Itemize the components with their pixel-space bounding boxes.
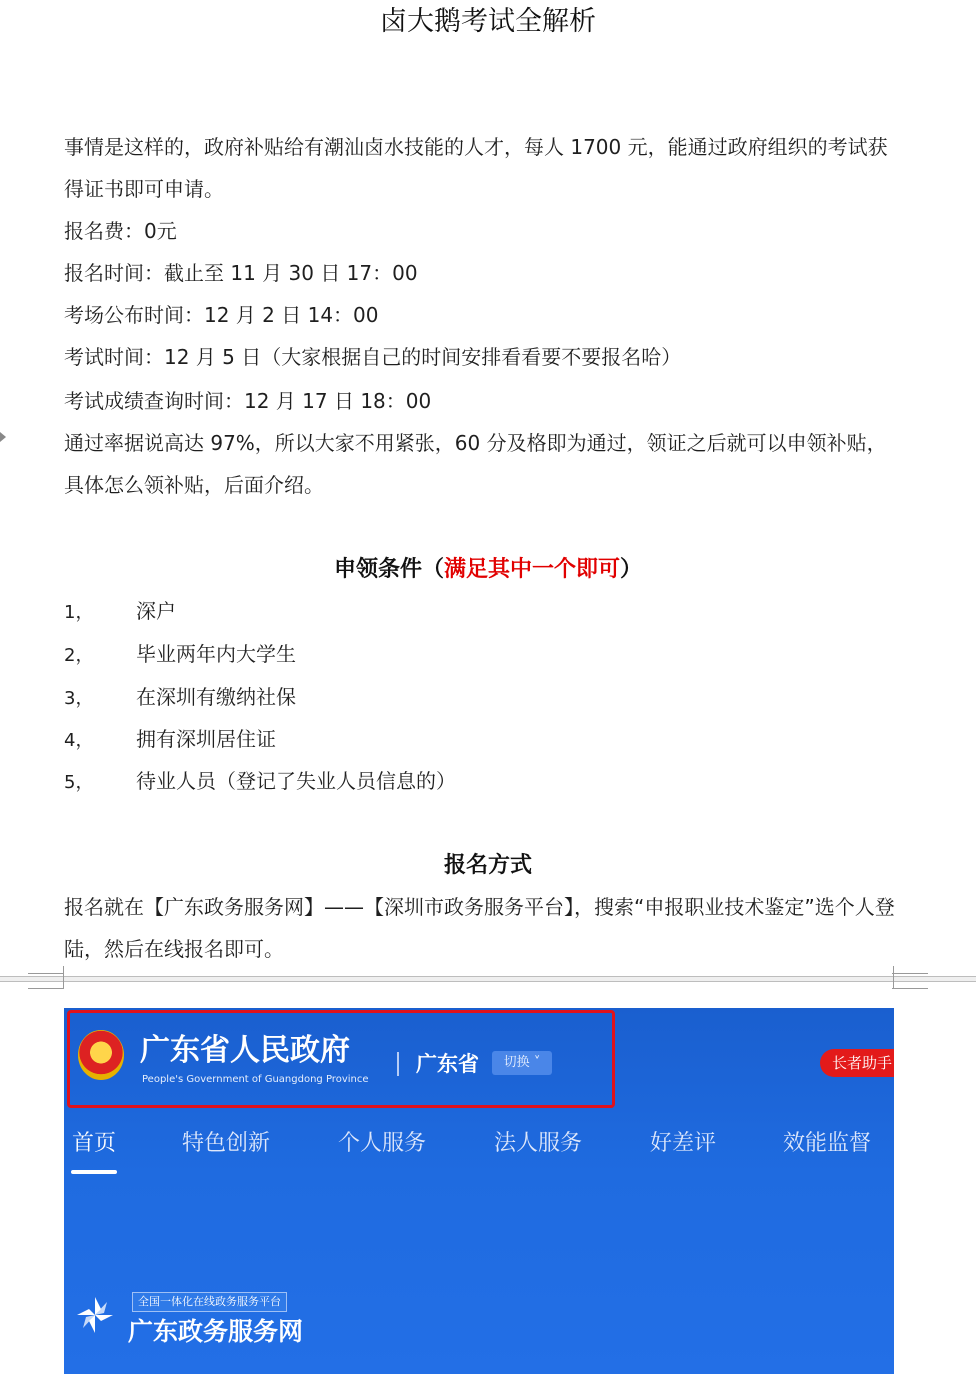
- condition-item: [64, 590, 176, 634]
- conditions-heading: [0, 550, 976, 590]
- region-switch-button[interactable]: [492, 1051, 552, 1075]
- chevron-down-icon: ˅: [529, 1055, 541, 1070]
- margin-marker-icon: [0, 432, 6, 442]
- apply-paragraph: 报名就在【广东政务服务网】——【深圳市政务服务平台】，搜索“申报职业技术鉴定”选个人登陆，然后在线报名即可。: [64, 895, 895, 961]
- condition-text: 深户: [136, 599, 176, 623]
- score-query-line: 考试成绩查询时间：12 月 17 日 18：00: [64, 389, 432, 413]
- platform-logo-icon: [74, 1294, 116, 1336]
- platform-name[interactable]: 广东政务服务网: [128, 1317, 304, 1346]
- condition-text: 在深圳有缴纳社保: [136, 685, 296, 709]
- crop-mark-left: [28, 973, 64, 989]
- nav-active-indicator: [71, 1170, 117, 1174]
- condition-text: 拥有深圳居住证: [136, 727, 276, 751]
- nav-item-evaluation[interactable]: 好差评: [650, 1131, 717, 1156]
- condition-number: 4，: [64, 730, 94, 751]
- conditions-heading-highlight: 满足其中一个即可: [443, 557, 620, 582]
- venue-announcement-line: 考场公布时间：12 月 2 日 14：00: [64, 303, 379, 327]
- nav-item-personal[interactable]: 个人服务: [338, 1131, 427, 1156]
- platform-tag: 全国一体化在线政务服务平台: [132, 1292, 287, 1312]
- condition-item: [64, 676, 296, 720]
- national-emblem-icon: [78, 1030, 124, 1080]
- nav-item-home[interactable]: 首页: [72, 1131, 117, 1156]
- elder-assistant-button[interactable]: 长者助手: [820, 1049, 894, 1077]
- crop-mark-right-vertical: [893, 966, 894, 988]
- fee-line: 报名费：0元: [64, 219, 177, 243]
- condition-item: [64, 760, 456, 804]
- condition-item: [64, 718, 276, 762]
- pass-note-paragraph: 通过率据说高达 97%，所以大家不用紧张，60 分及格即为通过，领证之后就可以申领补贴，具体怎么领补贴，后面介绍。: [64, 431, 887, 497]
- document-title: 卤大鹅考试全解析: [380, 6, 596, 37]
- embedded-screenshot: [64, 1008, 894, 1374]
- condition-number: 1，: [64, 602, 94, 623]
- condition-text: 待业人员（登记了失业人员信息的）: [136, 769, 456, 793]
- intro-paragraph: 事情是这样的，政府补贴给有潮汕卤水技能的人才，每人 1700 元，能通过政府组织的考试获得证书即可申请。: [64, 135, 888, 201]
- crop-mark-left-vertical: [63, 966, 64, 988]
- condition-number: 5，: [64, 772, 94, 793]
- conditions-heading-end: ）: [620, 557, 643, 582]
- region-label: 广东省: [416, 1052, 479, 1076]
- conditions-heading-start: 申领条件（: [333, 557, 444, 582]
- gov-name: 广东省人民政府: [140, 1033, 350, 1068]
- nav-item-supervision[interactable]: 效能监督: [783, 1131, 872, 1156]
- condition-item: [64, 633, 296, 677]
- header-divider: [397, 1052, 399, 1076]
- gov-english-name: People's Government of Guangdong Province: [142, 1074, 369, 1085]
- main-nav: [64, 1126, 894, 1166]
- nav-item-innovation[interactable]: 特色创新: [182, 1131, 271, 1156]
- page-break: [0, 976, 976, 982]
- apply-heading: 报名方式: [443, 853, 532, 878]
- nav-item-corporate[interactable]: 法人服务: [494, 1131, 583, 1156]
- switch-label: 切换: [503, 1055, 530, 1070]
- condition-number: 3，: [64, 688, 94, 709]
- condition-text: 毕业两年内大学生: [136, 642, 296, 666]
- condition-number: 2，: [64, 645, 94, 666]
- registration-time-line: 报名时间：截止至 11 月 30 日 17：00: [64, 261, 418, 285]
- exam-time-line: 考试时间：12 月 5 日（大家根据自己的时间安排看看要不要报名哈）: [64, 345, 682, 369]
- crop-mark-right: [892, 973, 928, 989]
